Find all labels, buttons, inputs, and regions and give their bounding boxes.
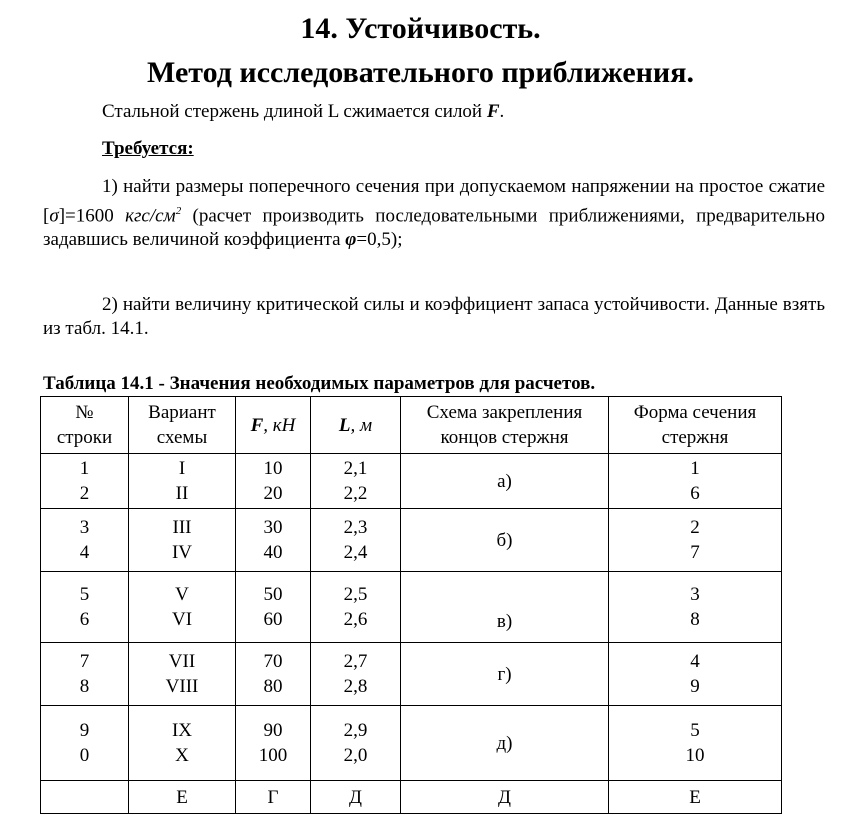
cell-value: II <box>175 483 189 504</box>
stress-unit: кгс/см <box>125 205 176 227</box>
cell-value: 2,4 <box>343 542 368 563</box>
table-cell <box>41 643 129 706</box>
table-cell <box>129 706 236 781</box>
cell-value: 7 <box>690 542 700 563</box>
cell-value: 2,6 <box>343 609 368 630</box>
table-cell <box>609 509 782 572</box>
table-cell: Д <box>311 781 401 814</box>
table-cell <box>129 572 236 643</box>
table-cell <box>311 509 401 572</box>
cell-value: VIII <box>165 676 199 697</box>
cell-value: 2,2 <box>343 483 368 504</box>
table-row <box>41 643 782 706</box>
table-cell <box>311 454 401 509</box>
unit-superscript: 2 <box>175 205 182 217</box>
cell-value: 9 <box>690 676 700 697</box>
table-cell: Е <box>609 781 782 814</box>
table-cell: Г <box>236 781 311 814</box>
intro-paragraph <box>102 100 802 124</box>
item1-text-c: (расчет производить последовательными приближениями, предварительно задавшись величиной коэффициента <box>43 205 825 251</box>
table-cell <box>41 509 129 572</box>
cell-value: 3 <box>79 517 90 538</box>
table-cell: Д <box>401 781 609 814</box>
table-cell <box>236 509 311 572</box>
table-caption: Таблица 14.1 - Значения необходимых параметров для расчетов. <box>43 373 596 394</box>
table-cell: б) <box>401 509 609 572</box>
table-row <box>41 706 782 781</box>
intro-text: Стальной стержень длиной L сжимается силой <box>102 101 487 122</box>
table-cell <box>609 572 782 643</box>
cell-value: IX <box>171 720 193 741</box>
table-footer-row <box>41 781 782 814</box>
phi-symbol: φ <box>345 229 357 251</box>
cell-value: 2,8 <box>343 676 368 697</box>
table-cell <box>129 454 236 509</box>
table-cell: д) <box>401 706 609 781</box>
cell-value: 4 <box>690 651 700 672</box>
task-item-1 <box>43 175 825 252</box>
cell-value: стержня <box>661 427 729 448</box>
table-cell <box>236 643 311 706</box>
sigma-symbol: σ <box>49 205 59 227</box>
header-variant <box>129 397 236 454</box>
table-cell <box>41 781 129 814</box>
cell-value: III <box>172 517 192 538</box>
table-cell <box>236 572 311 643</box>
cell-value: 90 <box>263 720 283 741</box>
table-header-row <box>41 397 782 454</box>
table-cell <box>609 706 782 781</box>
parameters-table <box>40 396 782 814</box>
table-cell: а) <box>401 454 609 509</box>
cell-value: 1 <box>79 458 90 479</box>
cell-value: 4 <box>79 542 90 563</box>
table-cell <box>236 454 311 509</box>
cell-value: № <box>75 402 94 423</box>
cell-value: Вариант <box>148 402 216 423</box>
cell-value: 9 <box>79 720 90 741</box>
table-cell <box>311 706 401 781</box>
force-symbol: F <box>486 101 500 122</box>
table-cell <box>311 572 401 643</box>
item1-text-a: 1) найти размеры поперечного сечения при допускаемом напряжении на простое сжатие [ <box>43 176 825 227</box>
required-heading: Требуется: <box>102 138 194 159</box>
cell-value: 2,0 <box>343 745 368 766</box>
cell-value: схемы <box>156 427 208 448</box>
cell-value: Форма сечения <box>633 402 757 423</box>
cell-value: строки <box>56 427 113 448</box>
cell-value: 20 <box>263 483 283 504</box>
cell-value: 2 <box>79 483 90 504</box>
cell-value: IV <box>171 542 193 563</box>
cell-value: 2,7 <box>343 651 368 672</box>
cell-value: 50 <box>263 584 283 605</box>
table-cell: г) <box>401 643 609 706</box>
cell-value: 2,3 <box>343 517 368 538</box>
cell-value: 5 <box>79 584 90 605</box>
cell-value: V <box>175 584 189 605</box>
intro-end: . <box>499 101 505 122</box>
table-cell: в) <box>401 572 609 643</box>
cell-value: 2,5 <box>343 584 368 605</box>
cell-value: VII <box>168 651 196 672</box>
header-row-number <box>41 397 129 454</box>
item1-text-d: =0,5); <box>356 229 403 251</box>
cell-value: 10 <box>263 458 283 479</box>
cell-value: 3 <box>690 584 700 605</box>
table-cell <box>41 454 129 509</box>
cell-value: VI <box>171 609 193 630</box>
table-cell <box>129 643 236 706</box>
page-title-line1: 14. Устойчивость. <box>300 12 541 45</box>
header-section <box>609 397 782 454</box>
cell-value: 8 <box>690 609 700 630</box>
table-row <box>41 509 782 572</box>
cell-value: 80 <box>263 676 283 697</box>
table-row <box>41 572 782 643</box>
cell-value: 100 <box>258 745 288 766</box>
cell-value: концов стержня <box>440 427 569 448</box>
cell-value: 40 <box>263 542 283 563</box>
header-force: F, кН <box>236 397 311 454</box>
cell-value: Схема закрепления <box>426 402 583 423</box>
cell-value: 6 <box>690 483 700 504</box>
cell-value: 2 <box>690 517 700 538</box>
table-cell <box>609 454 782 509</box>
table-cell <box>311 643 401 706</box>
table-cell <box>41 706 129 781</box>
cell-value: 60 <box>263 609 283 630</box>
cell-value: 5 <box>690 720 700 741</box>
cell-value: 6 <box>79 609 90 630</box>
table-cell <box>129 509 236 572</box>
table-row <box>41 454 782 509</box>
cell-value: 2,1 <box>343 458 368 479</box>
table-cell <box>41 572 129 643</box>
cell-value: 2,9 <box>343 720 368 741</box>
cell-value: 1 <box>690 458 700 479</box>
cell-value: 8 <box>79 676 90 697</box>
table-cell <box>236 706 311 781</box>
table-cell: Е <box>129 781 236 814</box>
cell-value: 10 <box>685 745 705 766</box>
cell-value: 30 <box>263 517 283 538</box>
cell-value: X <box>175 745 189 766</box>
header-scheme <box>401 397 609 454</box>
cell-value: 70 <box>263 651 283 672</box>
page-title-line2: Метод исследовательного приближения. <box>147 56 694 89</box>
cell-value: 0 <box>79 745 90 766</box>
cell-value: 7 <box>79 651 90 672</box>
task-item-2: 2) найти величину критической силы и коэффициент запаса устойчивости. Данные взять из табл. 14.1. <box>43 294 825 339</box>
item1-text-b: ]=1600 <box>58 205 126 227</box>
table-cell <box>609 643 782 706</box>
cell-value: I <box>178 458 186 479</box>
header-length: L, м <box>311 397 401 454</box>
